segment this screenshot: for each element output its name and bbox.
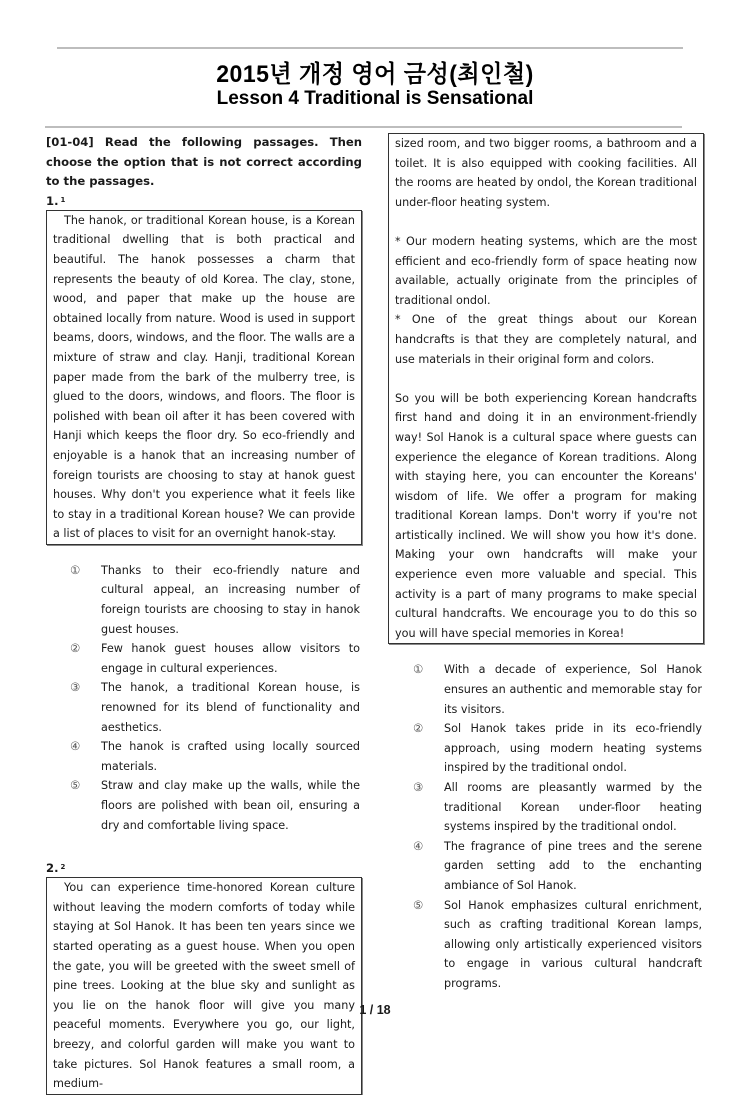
option-text: All rooms are pleasantly warmed by the traditional Korean under-floor heating systems inspired by the traditional ondol. <box>444 781 702 834</box>
question-2-passage-box-part2 <box>388 133 704 644</box>
header-bottom-rule <box>45 126 682 128</box>
option-2[interactable] <box>413 719 702 778</box>
passage-note: * One of the great things about our Korean handcrafts is that they are completely natural, and use materials in their original form and colors. <box>395 313 697 366</box>
option-4[interactable] <box>70 737 360 776</box>
option-1[interactable] <box>70 561 360 639</box>
option-marker: ③ <box>70 680 81 695</box>
option-5[interactable] <box>70 776 360 835</box>
passage-text: So you will be both experiencing Korean handcrafts first hand and doing it in an environment-friendly way! Sol Hanok is a cultural space where guests can experience the elegance of Korean traditions. Along with staying here, you can encounter the Koreans' wisdom of life. We offer a program for making traditional Korean lamps. Don't worry if you're not artistically inclined. We will show you how it's done. Making your own handcrafts will make your experience even more valuable and special. This activity is a part of many programs to make special cultural handcrafts. We encourage you to do this so you will have special memories in Korea! <box>395 391 697 640</box>
footnote-marker: 2 <box>60 863 66 872</box>
option-marker: ⑤ <box>70 778 81 793</box>
option-3[interactable] <box>413 778 702 837</box>
option-text: Sol Hanok takes pride in its eco-friendly approach, using modern heating systems inspired by the traditional ondol. <box>444 722 702 775</box>
option-text: Sol Hanok emphasizes cultural enrichment, such as crafting traditional Korean lamps, allowing only artistically experienced visitors to engage in various cultural handcraft programs. <box>444 898 702 990</box>
option-text: With a decade of experience, Sol Hanok ensures an authentic and memorable stay for its visitors. <box>444 663 702 716</box>
option-text: Few hanok guest houses allow visitors to engage in cultural experiences. <box>101 642 360 675</box>
option-marker: ④ <box>413 838 424 853</box>
page-indicator: 1 / 18 <box>359 1003 391 1017</box>
question-2-passage-box-part1 <box>46 877 362 1095</box>
option-text: The hanok is crafted using locally sourced materials. <box>101 740 360 773</box>
option-marker: ⑤ <box>413 897 424 912</box>
question-2-number <box>46 859 362 877</box>
passage-text: The hanok, or traditional Korean house, is a Korean traditional dwelling that is both practical and beautiful. The hanok possesses a charm that represents the beauty of old Korea. The clay, stone, wood, and paper that make up the house are obtained locally from nature. Wood is used in support beams, doors, windows, and the floor. The walls are a mixture of straw and clay. Hanji, traditional Korean paper made from the bark of the mulberry tree, is glued to the doors, windows, and floors. The floor is polished with bean oil after it has been covered with Hanji which keeps the floor dry. So eco-friendly and enjoyable is a hanok that an increasing number of foreign tourists are choosing to stay at hanok guest houses. Why don't you experience what it feels like to stay in a traditional Korean house? We can provide a list of places to visit for an overnight hanok-stay. <box>53 213 355 541</box>
footnote-marker: 1 <box>60 195 66 204</box>
option-4[interactable] <box>413 837 702 896</box>
document-title-korean: 2015년 개정 영어 금성(최인철) <box>216 61 534 88</box>
option-text: Straw and clay make up the walls, while the floors are polished with bean oil, ensuring a dry and comfortable living space. <box>101 779 360 832</box>
instructions: [01-04] Read the following passages. Then choose the option that is not correct according to the passages. <box>46 135 362 189</box>
passage-note: * Our modern heating systems, which are the most efficient and eco-friendly form of space heating now available, actually originate from the principles of traditional ondol. <box>395 234 697 307</box>
option-5[interactable] <box>413 896 702 994</box>
option-text: The fragrance of pine trees and the serene garden setting add to the enchanting ambiance of Sol Hanok. <box>444 839 702 892</box>
option-text: Thanks to their eco-friendly nature and cultural appeal, an increasing number of foreign tourists are choosing to stay in hanok guest houses. <box>101 563 360 636</box>
question-1-options <box>46 561 362 835</box>
left-column <box>46 133 362 1095</box>
option-marker: ① <box>70 562 81 577</box>
passage-text: sized room, and two bigger rooms, a bathroom and a toilet. It is also equipped with cooking facilities. All the rooms are heated by ondol, the Korean traditional under-floor heating system. <box>395 137 697 209</box>
passage-text: You can experience time-honored Korean culture without leaving the modern comforts of today while staying at Sol Hanok. It has been ten years since we started operating as a guest house. When you open the gate, you will be greeted with the sweet smell of pine trees. Looking at the blue sky and sunlight as you lie on the hanok floor will give you many peaceful moments. Everywhere you go, our light, breezy, and colorful garden will make you want to take pictures. Sol Hanok features a small room, a medium- <box>53 881 355 1091</box>
option-3[interactable] <box>70 678 360 737</box>
option-marker: ④ <box>70 739 81 754</box>
option-marker: ② <box>413 721 424 736</box>
right-column <box>388 133 704 994</box>
option-2[interactable] <box>70 639 360 678</box>
document-title-lesson: Lesson 4 Traditional is Sensational <box>216 88 534 109</box>
option-text: The hanok, a traditional Korean house, is renowned for its blend of functionality and aesthetics. <box>101 681 360 734</box>
option-marker: ① <box>413 662 424 677</box>
question-1-number <box>46 192 362 210</box>
option-1[interactable] <box>413 660 702 719</box>
question-number-label: 1. <box>46 193 59 208</box>
question-1-passage-box <box>46 210 362 545</box>
option-marker: ② <box>70 641 81 656</box>
header-top-rule <box>57 47 683 49</box>
option-marker: ③ <box>413 780 424 794</box>
question-2-options <box>388 660 704 993</box>
question-number-label: 2. <box>46 861 59 876</box>
